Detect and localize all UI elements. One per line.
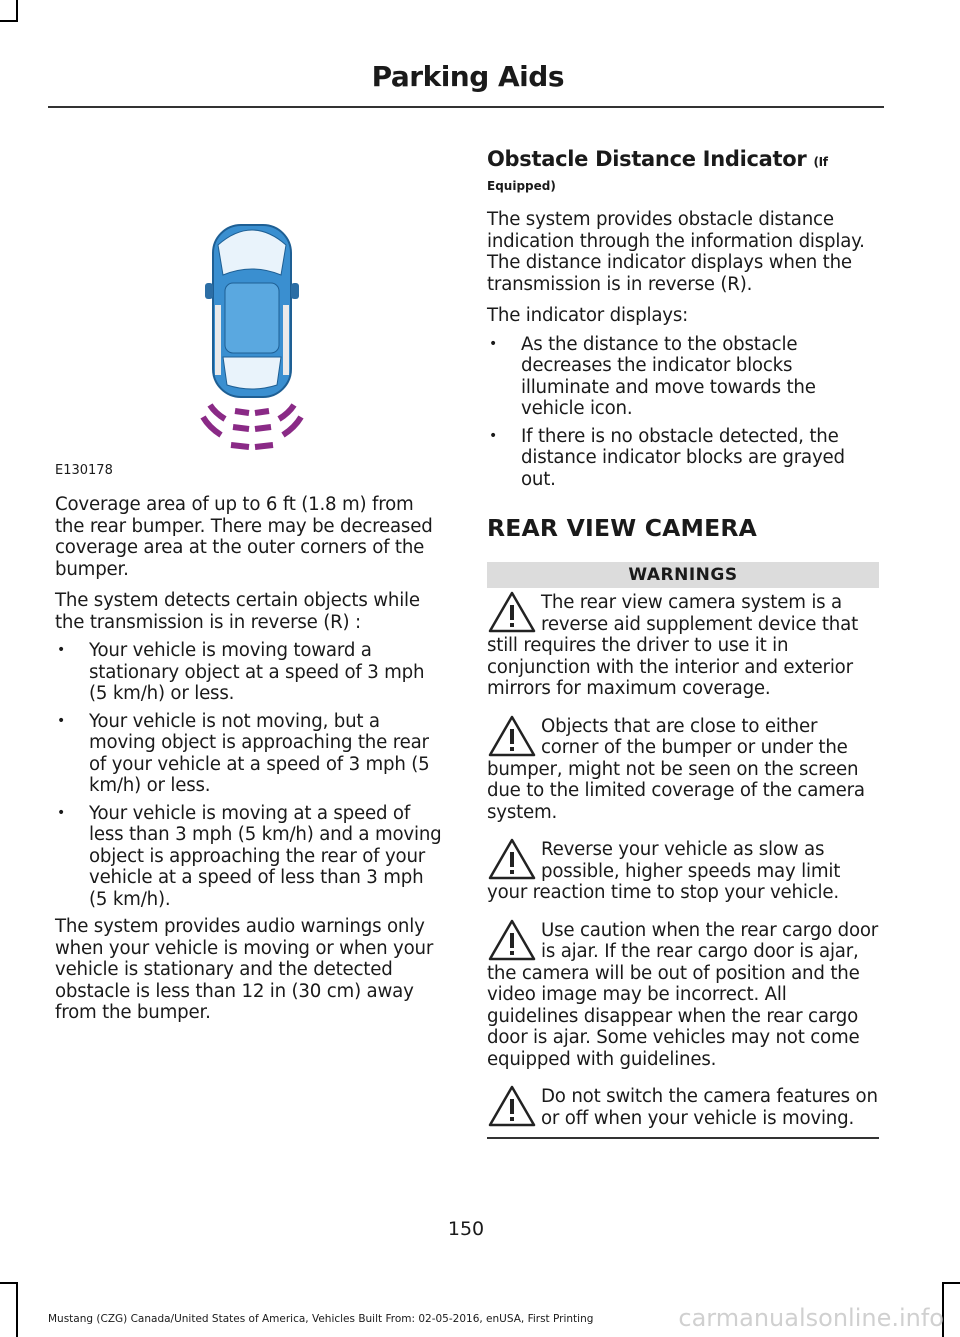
coverage-paragraph: Coverage area of up to 6 ft (1.8 m) from the rear bumper. There may be decreased coverage area at the outer corners of the bumper. — [55, 494, 433, 580]
warning-triangle-icon — [487, 1084, 537, 1128]
crop-mark — [16, 0, 18, 22]
indicator-list — [487, 334, 879, 491]
page-number: 150 — [447, 1218, 485, 1240]
warning-triangle-icon — [487, 837, 537, 881]
list-item: • As the distance to the obstacle decreases the indicator blocks illuminate and move towards the vehicle icon. — [487, 334, 879, 420]
warning-triangle-icon — [487, 714, 537, 758]
parking-sensor-figure — [55, 205, 447, 480]
warning-item — [487, 716, 879, 824]
warnings-bottom-rule — [487, 1137, 879, 1139]
warnings-bar: WARNINGS — [487, 562, 879, 588]
obstacle-indicator-heading — [487, 147, 879, 171]
car-top-view-icon — [55, 205, 447, 480]
right-column — [487, 147, 879, 1139]
heading-text: Obstacle Distance Indicator — [487, 147, 807, 171]
rear-view-camera-heading: REAR VIEW CAMERA — [487, 514, 758, 542]
warning-triangle-icon — [487, 918, 537, 962]
list-item: • Your vehicle is moving at a speed of less than 3 mph (5 km/h) and a moving object is approaching the rear of your vehicle at a speed of less than 3 mph (5 km/h). — [55, 803, 447, 911]
list-item: • Your vehicle is moving toward a stationary object at a speed of 3 mph (5 km/h) or less. — [55, 640, 447, 705]
warning-text: Objects that are close to either corner of the bumper or under the bumper, might not be seen on the screen due to the limited coverage of the camera system. — [487, 715, 865, 823]
warning-item — [487, 920, 879, 1071]
warning-item — [487, 839, 879, 904]
left-column — [55, 494, 447, 1024]
heading-qualifier: (If — [813, 155, 828, 169]
list-item: • Your vehicle is not moving, but a moving object is approaching the rear of your vehicle at a speed of 3 mph (5 km/h) or less. — [55, 711, 447, 797]
warning-text: Use caution when the rear cargo door is ajar. If the rear cargo door is ajar, the camera will be out of position and the video image may be incorrect. All guidelines disappear when the rear cargo door is ajar. Some vehicles may not come equipped with guidelines. — [487, 919, 879, 1070]
warning-item — [487, 592, 879, 700]
warning-text: Do not switch the camera features on or off when your vehicle is moving. — [541, 1086, 878, 1129]
watermark: carmanualsonline.info — [678, 1304, 944, 1332]
warning-text: Reverse your vehicle as slow as possible, higher speeds may limit your reaction time to stop your vehicle. — [487, 839, 841, 903]
figure-code: E130178 — [55, 463, 113, 478]
warning-text: The rear view camera system is a reverse aid supplement device that still requires the driver to use it in conjunction with the interior and exterior mirrors for maximum coverage. — [487, 592, 859, 699]
warning-item — [487, 1086, 879, 1129]
warning-triangle-icon — [487, 590, 537, 634]
page-title: Parking Aids — [371, 60, 564, 93]
detects-paragraph: The system detects certain objects while the transmission is in reverse (R) : — [55, 590, 420, 633]
footer-text: Mustang (CZG) Canada/United States of America, Vehicles Built From: 02-05-2016, enUSA, First Printing — [48, 1313, 594, 1325]
indicator-paragraph: The system provides obstacle distance indication through the information display. The distance indicator displays when the transmission is in reverse (R). — [487, 209, 865, 295]
heading-qualifier-line2: Equipped) — [487, 179, 556, 193]
crop-mark — [942, 1282, 960, 1284]
detection-list — [55, 640, 447, 910]
audio-warning-paragraph: The system provides audio warnings only when your vehicle is moving or when your vehicle is stationary and the detected obstacle is less than 12 in (30 cm) away from the bumper. — [55, 916, 434, 1023]
crop-mark — [0, 1282, 18, 1284]
crop-mark — [16, 1282, 18, 1337]
header-rule — [48, 106, 884, 108]
crop-mark — [0, 20, 18, 22]
indicator-displays-paragraph: The indicator displays: — [487, 305, 689, 326]
list-item: • If there is no obstacle detected, the distance indicator blocks are grayed out. — [487, 426, 879, 491]
